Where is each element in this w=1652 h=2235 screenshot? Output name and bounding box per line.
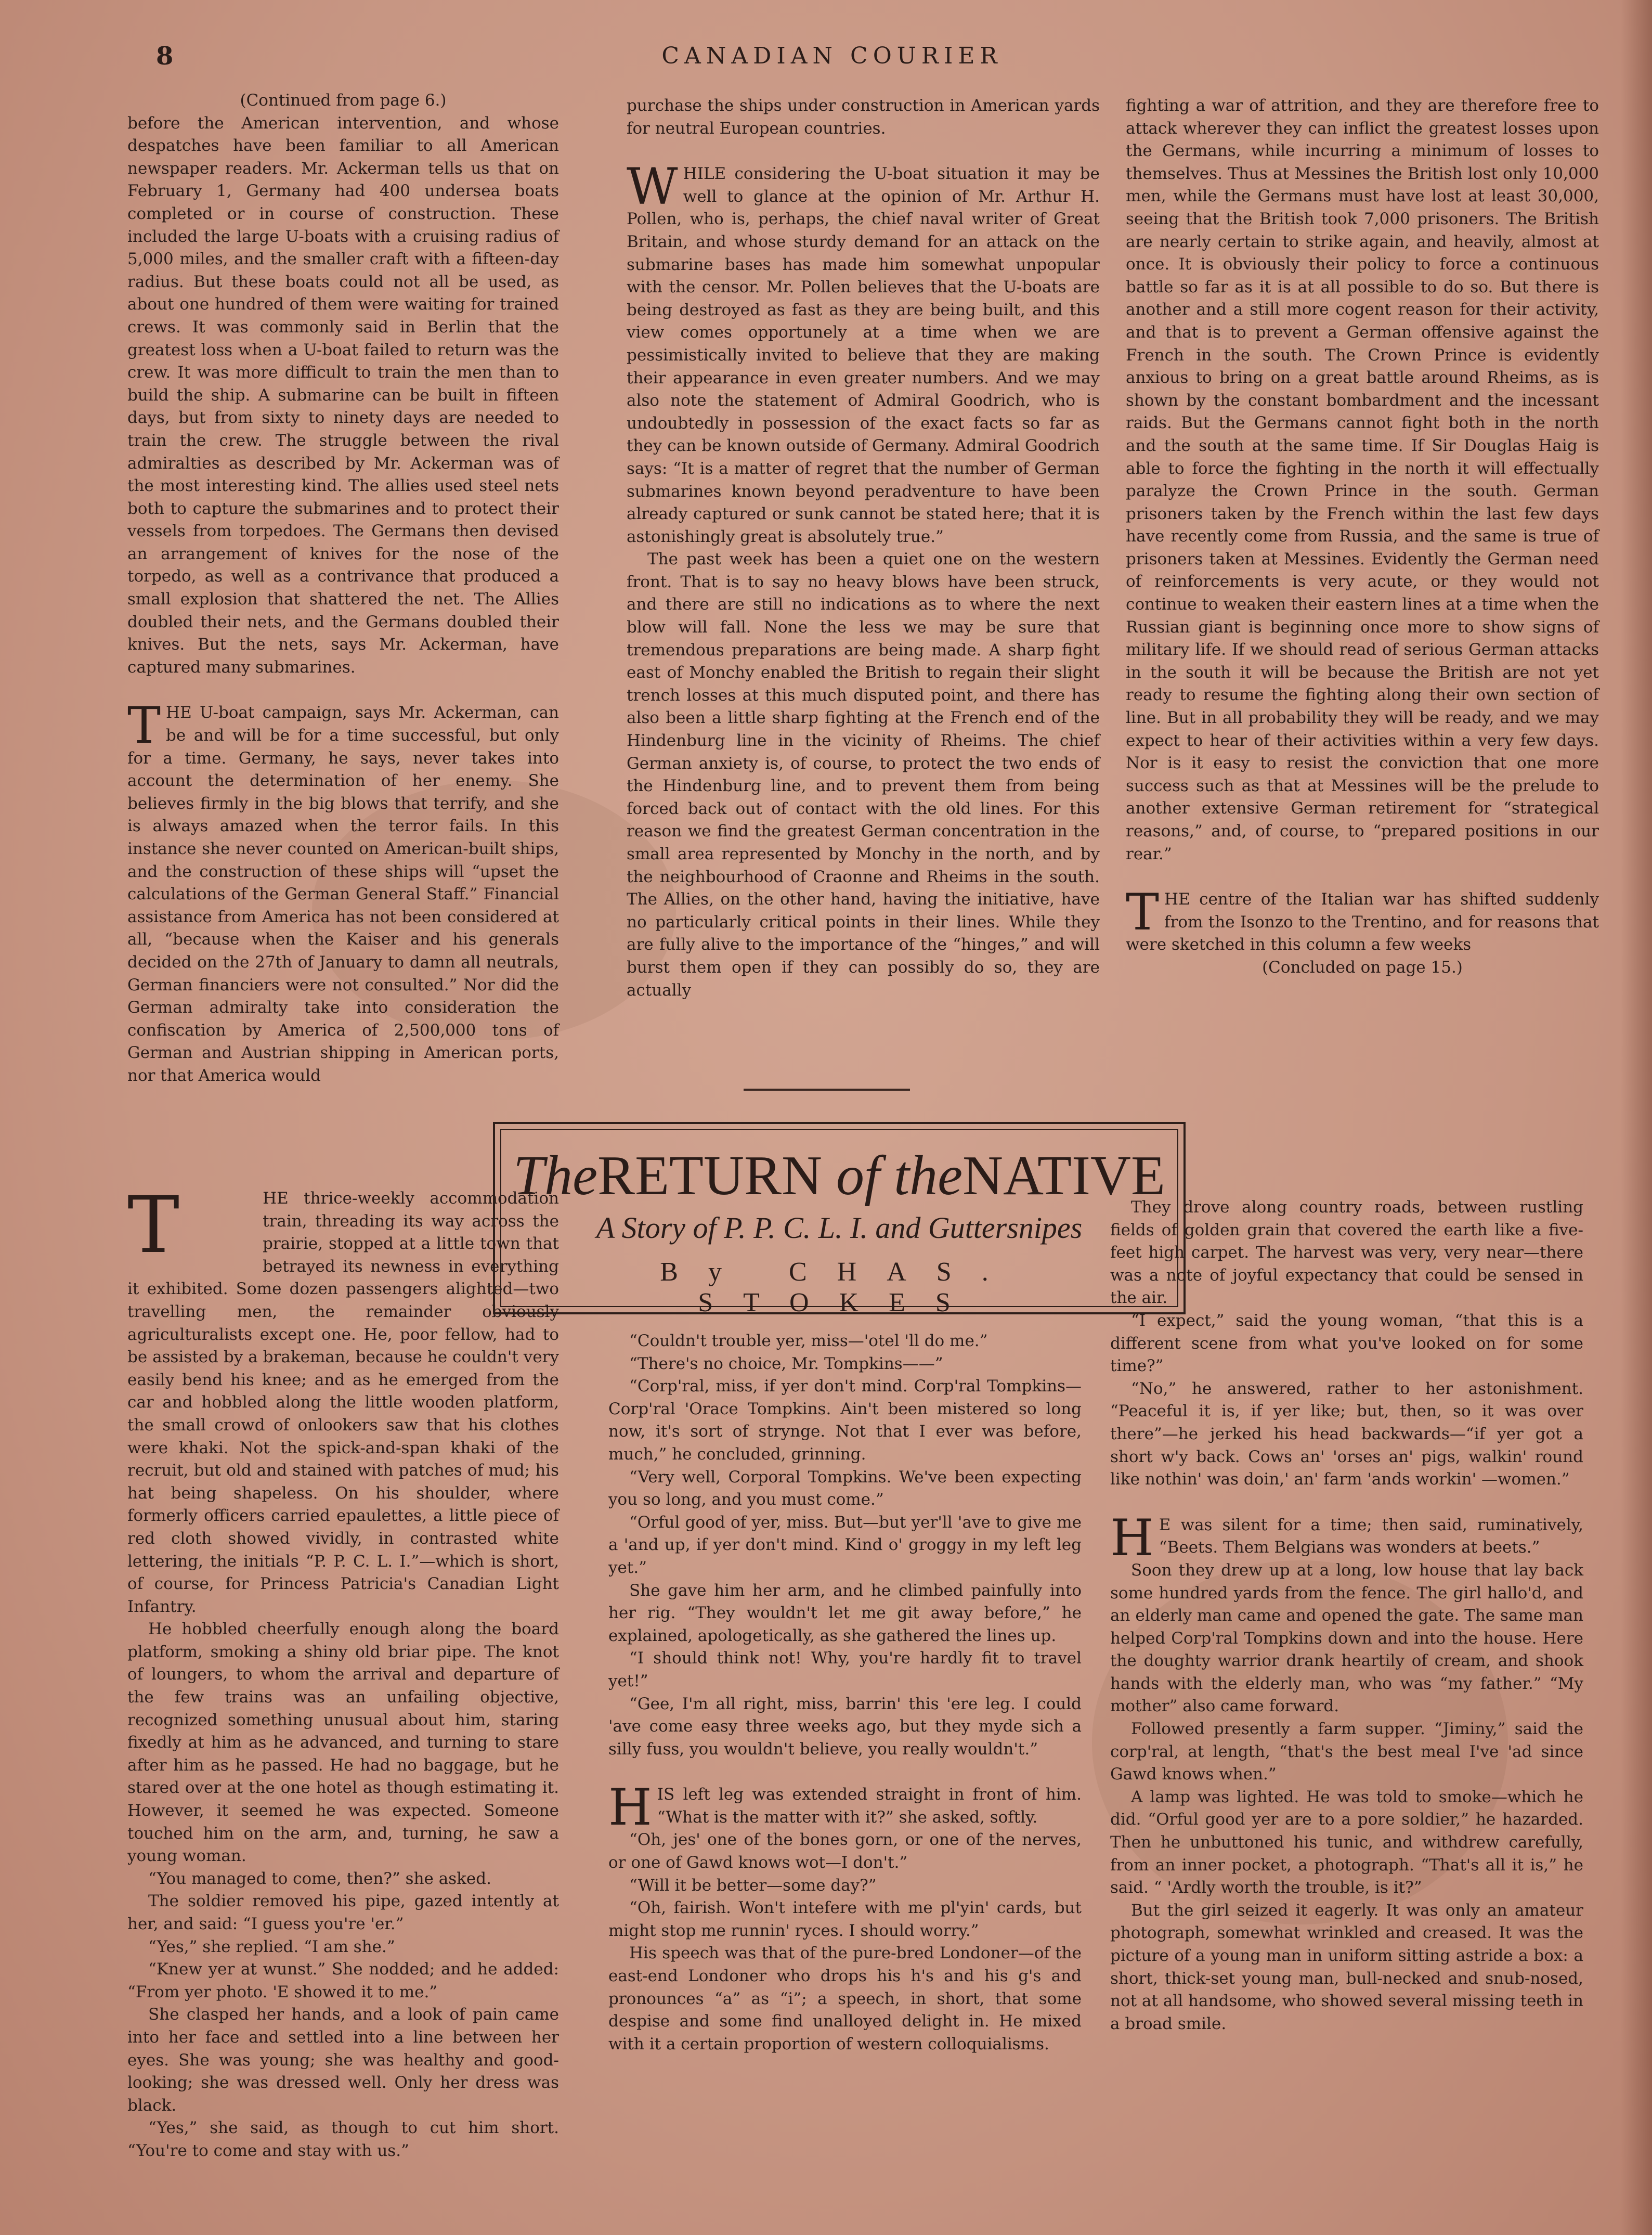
section-divider [744,1089,910,1091]
paragraph: “There's no choice, Mr. Tompkins——” [629,1354,943,1373]
title-word: NATIVE [962,1145,1165,1207]
paragraph-dropcap [1126,883,1599,957]
paragraph-dropcap [1110,1508,1583,1567]
paragraph: But the girl seized it eagerly. It was only an amateur photograph, somewhat wrinkled and creased. It was the picture of a young man in uniform sitting astride a box: a short, thick-set young man, bull-necked and snub-nosed, not at all handsome, who showed several missing teeth in a broad smile. [1110,1901,1583,2033]
paragraph: before the American intervention, and whose despatches have been familiar to all American newspaper readers. Mr. Ackerman tells us that on February 1, Germany had 400 undersea boats completed or in course of construction. These included the large U-boats with a cruising radius of 5,000 miles, and the smaller craft with a fifteen-day radius. But these boats could not all be used, as about one hundred of them were waiting for trained crews. It was commonly said in Berlin that the greatest loss when a U-boat failed to return was the crew. It was more difficult to train the men than to build the ship. A submarine can be built in fifteen days, but from sixty to ninety days are needed to train the crew. The struggle between the rival admiralties as described by Mr. Ackerman was of the most interesting kind. The allies used steel nets both to capture the submarines and to protect their vessels from torpedoes. The Germans then devised an arrangement of knives for the nose of the torpedo, as well as a contrivance that produced a small explosion that shattered the net. The Allies doubled their nets, and the Germans doubled their knives. But the nets, says Mr. Ackerman, have captured many submarines. [127,113,559,677]
paragraph: “Very well, Corporal Tompkins. We've been expecting you so long, and you must come.” [608,1467,1082,1509]
paragraph: “Yes,” she replied. “I am she.” [148,1937,395,1956]
paragraph: They drove along country roads, between rustling fields of golden grain that covered the earth like a five-feet high carpet. The harvest was very, very near—there was a note of joyful expectancy that could be sensed in the air. [1110,1198,1583,1308]
paragraph: The past week has been a quiet one on the western front. That is to say no heavy blows have been struck, and there are still no indications as to where the next blow will fall. None the less we may be sure that tremendous preparations are being made. A sharp fight east of Monchy enabled the British to regain their slight trench losses at this much disputed point, and there has also been a little sharp fighting at the French end of the Hindenburg line in the vicinity of Rheims. The chief German anxiety is, of course, to protect the two ends of the Hindenburg line, and to prevent them from being forced back out of contact with the old lines. For this reason we find the greatest German concentration in the small area represented by Monchy in the north, and by the neighbourhood of Craonne and Rheims in the south. The Allies, on the other hand, having the initiative, have no particularly critical points in their lines. While they are fully alive to the importance of the “hinges,” and will burst them open if they can possibly do so, they are actually [627,550,1100,1000]
paragraph: “Couldn't trouble yer, miss—'otel 'll do me.” [629,1332,988,1350]
title-word: of [836,1145,880,1207]
story-subtitle: A Story of P. P. C. L. I. and Guttersnipes [596,1211,1083,1245]
paragraph: A lamp was lighted. He was told to smoke—which he did. “Orful good yer are to a pore soldier,” he hazarded. Then he unbuttoned his tunic, and withdrew carefully, from an inner pocket, a photograph. “That's all it is,” he said. “ 'Ardly worth the trouble, is it?” [1110,1787,1583,1897]
paragraph: Soon they drew up at a long, low house that lay back some hundred yards from the fence. The girl hallo'd, and an elderly man came and opened the gate. The same man helped Corp'ral Tompkins down and into the house. Here the doughty warrior drank heartily of cream, and shook hands with the elderly man, who was “my father.” “My mother” also came forward. [1110,1560,1583,1716]
paragraph: “I should think not! Why, you're hardly fit to travel yet!” [608,1649,1082,1690]
paragraph: “Gee, I'm all right, miss, barrin' this 'ere leg. I could 'ave come easy three weeks ago, but they myde sich a silly fuss, you wouldn't believe, you really wouldn't.” [608,1694,1082,1759]
drop-cap: H [1110,1508,1154,1567]
paragraph: He hobbled cheerfully enough along the board platform, smoking a shiny old briar pipe. The knot of loungers, to whom the arrival and departure of the few trains was an unfailing objective, recognized something unusual about him, staring fixedly at him as he advanced, and turning to stare after him as he passed. He had no baggage, but he stared over at the one hotel as though estimating it. However, it seemed he was expected. Someone touched him on the arm, and, turning, he saw a young woman. [127,1620,559,1866]
paragraph-dropcap [627,158,1100,548]
story-title-box [493,1122,1186,1317]
paragraph: She gave him her arm, and he climbed painfully into her rig. “They wouldn't let me git away before,” he explained, apologetically, as she gathered the lines up. [608,1581,1082,1645]
paragraph-text: HE U-boat campaign, says Mr. Ackerman, can be and will be for a time successful, but only for a time. Germany, he says, never takes into account the determination of her enemy. She believes firmly in the big blows that terrify, and she is always amazed when the terror fails. In this instance she never counted on American-built ships, and the construction of these ships will “upset the calculations of the German General Staff.” Financial assistance from America has not been considered at all, “because when the Kaiser and his generals decided on the 27th of January to damn all neutrals, German financiers were not consulted.” Nor did the German admiralty take into consideration the confiscation by America of 2,500,000 tons of German and Austrian shipping in American ports, nor that America would [127,703,559,1085]
concluded-note: (Concluded on page 15.) [1262,958,1463,977]
story-title [501,1145,1177,1207]
paragraph: “You managed to come, then?” she asked. [148,1869,491,1888]
paragraph: “I expect,” said the young woman, “that this is a different scene from what you've looked on for some time?” [1110,1311,1583,1376]
running-head: CANADIAN COURIER [661,43,1003,69]
story-column-2 [608,1330,1082,2056]
title-word: RETURN [597,1145,823,1207]
story-title-inner [500,1129,1178,1317]
paragraph: purchase the ships under construction in American yards for neutral European countries. [627,96,1100,138]
paragraph: “Corp'ral, miss, if yer don't mind. Corp'ral Tompkins—Corp'ral 'Orace Tompkins. Ain't been mistered so long now, it's sort of strynge. Not that I ever was before, much,” he concluded, grinning. [608,1377,1082,1464]
article-column-3 [1126,95,1599,979]
story-column-3 [1110,1196,1583,2035]
paragraph-dropcap [127,1180,559,1618]
paragraph-text: HE centre of the Italian war has shifted suddenly from the Isonzo to the Trentino, and for reasons that were sketched in this column a few weeks [1126,890,1599,954]
paragraph: She clasped her hands, and a look of pain came into her face and settled into a line between her eyes. She was young; she was healthy and good-looking; she was dressed well. Only her dress was black. [127,2005,559,2115]
drop-cap: T [1126,883,1160,942]
paragraph: “Oh, fairish. Won't intefere with me pl'yin' cards, but might stop me runnin' ryces. I should worry.” [608,1898,1082,1940]
paragraph-text: HE thrice-weekly accommodation train, threading its way across the prairie, stopped at a little town that betrayed its newness in everything it exhibited. Some dozen passengers alighted—two travelling men, the remainder obviously agriculturalists except one. He, poor fellow, had to be assisted by a brakeman, because he couldn't very easily bend his knee; and as he emerged from the car and hobbled along the little wooden platform, the small crowd of onlookers saw that his clothes were khaki. Not the spick-and-span khaki of the recruit, but old and stained with patches of mud; his hat being shapeless. On his shoulder, where formerly officers carried epaulettes, a little piece of red cloth showed vividly, in contrasted white lettering, the initials “P. P. C. L. I.”—which is short, of course, for Princess Patricia's Canadian Light Infantry. [127,1189,559,1616]
paragraph-text: HILE considering the U-boat situation it may be well to glance at the opinion of Mr. Arthur H. Pollen, who is, perhaps, the chief naval writer of Great Britain, and whose sturdy demand for an attack on the submarine bases has made him somewhat unpopular with the censor. Mr. Pollen believes that the U-boats are being destroyed as fast as they are being built, and this view comes opportunely at a time when we are pessimistically invited to believe that they are making their appearance in even greater numbers. And we may also note the statement of Admiral Goodrich, who is undoubtedly in possession of the exact facts so far as they can be known outside of Germany. Admiral Goodrich says: “It is a matter of regret that the number of German submarines known beyond peradventure to have been already captured or sunk cannot be stated here; that it is astonishingly great is absolutely true.” [627,164,1100,546]
page-number: 8 [156,42,174,71]
story-column-1 [127,1180,559,2163]
paragraph-text: IS left leg was extended straight in front of him. “What is the matter with it?” she asked, softly. [657,1785,1082,1827]
drop-cap: T [127,696,161,755]
story-byline: By CHAS. STOKES [660,1257,1019,1317]
title-word: The [513,1145,598,1207]
paragraph: “Oh, jes' one of the bones gorn, or one of the nerves, or one of Gawd knows wot—I don't.” [608,1830,1082,1872]
continued-note: (Continued from page 6.) [240,91,447,110]
paragraph-text: E was silent for a time; then said, ruminatively, “Beets. Them Belgians was wonders at beets.” [1159,1515,1583,1557]
paragraph: The soldier removed his pipe, gazed intently at her, and said: “I guess you're 'er.” [127,1892,559,1933]
paragraph-dropcap [127,696,559,1087]
paragraph: “Will it be better—some day?” [629,1876,877,1895]
paragraph: “Orful good of yer, miss. But—but yer'll 'ave to give me a 'and up, if yer don't mind. Kind o' groggy in my left leg yet.” [608,1513,1082,1577]
drop-cap: W [627,158,678,216]
article-column-2 [627,95,1100,1002]
paragraph: “No,” he answered, rather to her astonishment. “Peaceful it is, if yer like; but, then, so it was over there”—he jerked his head backwards—“if yer got a short w'y back. Cows an' 'orses an' pigs, walkin' round like nothin' was doin,' an' farm 'ands workin' —women.” [1110,1379,1583,1489]
drop-cap: T [127,1180,180,1271]
paragraph: “Knew yer at wunst.” She nodded; and he added: “From yer photo. 'E showed it to me.” [127,1960,559,2001]
title-word: the [894,1145,963,1207]
article-column-1 [127,89,559,1088]
paragraph: His speech was that of the pure-bred Londoner—of the east-end Londoner who drops his h's and his g's and pronounces “a” as “i”; a speech, in short, that some despise and some find unalloyed delight in. He mixed with it a certain proportion of western colloquialisms. [608,1944,1082,2053]
paragraph: “Yes,” she said, as though to cut him short. “You're to come and stay with us.” [127,2118,559,2160]
paragraph: fighting a war of attrition, and they are therefore free to attack wherever they can inflict the greatest losses upon the Germans, while incurring a minimum of losses to themselves. Thus at Messines the British lost only 10,000 men, while the Germans must have lost at least 30,000, seeing that the British took 7,000 prisoners. The British are nearly certain to strike again, and heavily, almost at once. It is obviously their policy to force a continuous battle so far as it is at all possible to do so. But there is another and a still more cogent reason for their activity, and that is to prevent a German offensive against the French in the south. The Crown Prince is evidently anxious to bring on a great battle around Rheims, as is shown by the constant bombardment and the incessant raids. But the Germans cannot fight both in the north and the south at the same time. If Sir Douglas Haig is able to force the fighting in the north it will effectually paralyze the Crown Prince in the south. German prisoners taken by the French within the last few days have recently come from Russia, and the same is true of prisoners taken at Messines. Evidently the German need of reinforcements is very acute, or they would not continue to weaken their eastern lines at a time when the Russian giant is beginning once more to show signs of military life. If we should read of serious German attacks in the south it will be because the British are not yet ready to resume the fighting along their own section of line. But in all probability they will be ready, and we may expect to hear of their activities within a very few days. Nor is it easy to resist the conviction that one more success such as that at Messines will be the prelude to another extensive German retirement for “strategical reasons,” and, of course, to “prepared positions in our rear.” [1126,96,1599,863]
page-edge-shadow [1621,0,1652,2235]
drop-cap: H [608,1778,652,1837]
paragraph-dropcap [608,1778,1082,1837]
paragraph: Followed presently a farm supper. “Jiminy,” said the corp'ral, at length, “that's the best meal I've 'ad since Gawd knows when.” [1110,1720,1583,1784]
